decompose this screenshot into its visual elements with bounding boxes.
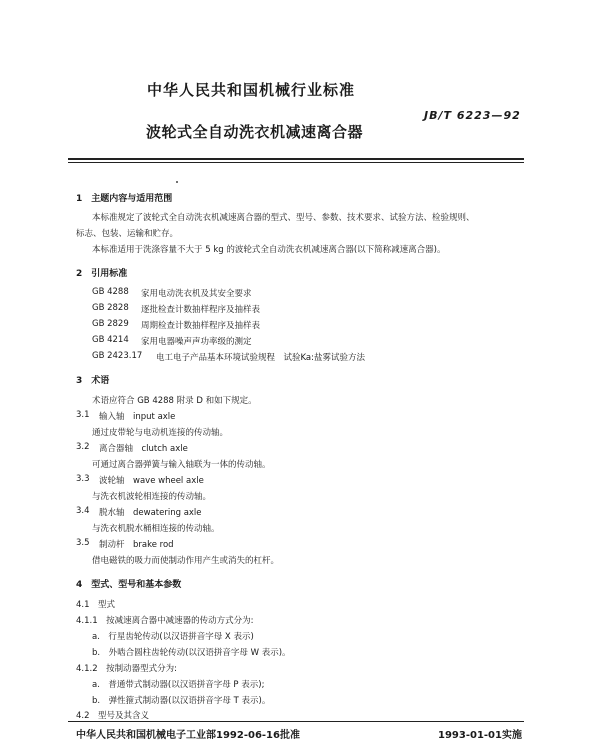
top-rule: [68, 158, 524, 160]
term-number: 3.5: [76, 538, 90, 548]
term-name: 脱水轴 dewatering axle: [99, 508, 202, 518]
clause-4-1-2-item-b: b. 弹性箍式制动器(以汉语拼音字母 T 表示)。: [92, 696, 271, 706]
clause-4-2: 4.2 型号及其含义: [76, 711, 150, 721]
section-1-para1-line2: 标志、包装、运输和贮存。: [76, 229, 179, 239]
reference-code: GB 2423.17: [92, 351, 143, 361]
term-number: 3.1: [76, 410, 90, 420]
org-title: 中华人民共和国机械行业标准: [147, 81, 356, 99]
term-name: 制动杆 brake rod: [99, 540, 174, 550]
term-number: 3.3: [76, 474, 90, 484]
document-title: 波轮式全自动洗衣机减速离合器: [146, 123, 364, 141]
clause-4-1-2: 4.1.2 按制动器型式分为:: [76, 664, 177, 674]
section-1-para1-line1: 本标准规定了波轮式全自动洗衣机减速离合器的型式、型号、参数、技术要求、试验方法、检验规则、: [92, 213, 475, 223]
reference-title: 家用电动洗衣机及其安全要求: [141, 289, 252, 299]
reference-title: 家用电器噪声声功率级的测定: [141, 337, 252, 347]
term-definition: 可通过离合器弹簧与输入轴联为一体的传动轴。: [92, 460, 271, 470]
clause-4-1-2-item-a: a. 普通带式制动器(以汉语拼音字母 P 表示);: [92, 680, 265, 690]
reference-code: GB 2828: [92, 303, 129, 313]
standard-number: JB/T 6223—92: [424, 109, 521, 122]
reference-title: 电工电子产品基本环境试验规程 试验Ka:盐雾试验方法: [156, 353, 365, 363]
clause-4-1-1: 4.1.1 按减速离合器中减速器的传动方式分为:: [76, 616, 254, 626]
reference-title: 周期检查计数抽样程序及抽样表: [141, 321, 261, 331]
reference-title: 逐批检查计数抽样程序及抽样表: [141, 305, 261, 315]
term-definition: 通过皮带轮与电动机连接的传动轴。: [92, 428, 229, 438]
term-definition: 与洗衣机脱水桶相连接的传动轴。: [92, 524, 220, 534]
section-1-para2: 本标准适用于洗涤容量不大于 5 kg 的波轮式全自动洗衣机减速离合器(以下简称减速离合器)。: [92, 245, 446, 255]
reference-code: GB 4214: [92, 335, 129, 345]
reference-code: GB 4288: [92, 287, 129, 297]
top-rule-thin: [68, 162, 524, 163]
term-name: 离合器轴 clutch axle: [99, 444, 188, 454]
implementation-date: 1993-01-01实施: [438, 730, 522, 741]
term-name: 波轮轴 wave wheel axle: [99, 476, 204, 486]
section-3-intro: 术语应符合 GB 4288 附录 D 和如下规定。: [92, 396, 257, 406]
clause-4-1: 4.1 型式: [76, 600, 116, 610]
term-name: 输入轴 input axle: [99, 412, 176, 422]
section-1-heading: 1 主题内容与适用范围: [76, 194, 173, 204]
term-definition: 借电磁铁的吸力而使制动作用产生或消失的杠杆。: [92, 556, 280, 566]
footer-rule: [68, 721, 524, 722]
clause-4-1-1-item-b: b. 外啮合圆柱齿轮传动(以汉语拼音字母 W 表示)。: [92, 648, 291, 658]
term-number: 3.2: [76, 442, 90, 452]
approval-line: 中华人民共和国机械电子工业部1992-06-16批准: [76, 730, 300, 741]
term-definition: 与洗衣机波轮相连接的传动轴。: [92, 492, 212, 502]
section-4-heading: 4 型式、型号和基本参数: [76, 580, 182, 590]
term-number: 3.4: [76, 506, 90, 516]
clause-4-1-1-item-a: a. 行星齿轮传动(以汉语拼音字母 X 表示): [92, 632, 254, 642]
section-3-heading: 3 术语: [76, 376, 110, 386]
section-2-heading: 2 引用标准: [76, 269, 128, 279]
speck: [176, 181, 178, 183]
reference-code: GB 2829: [92, 319, 129, 329]
